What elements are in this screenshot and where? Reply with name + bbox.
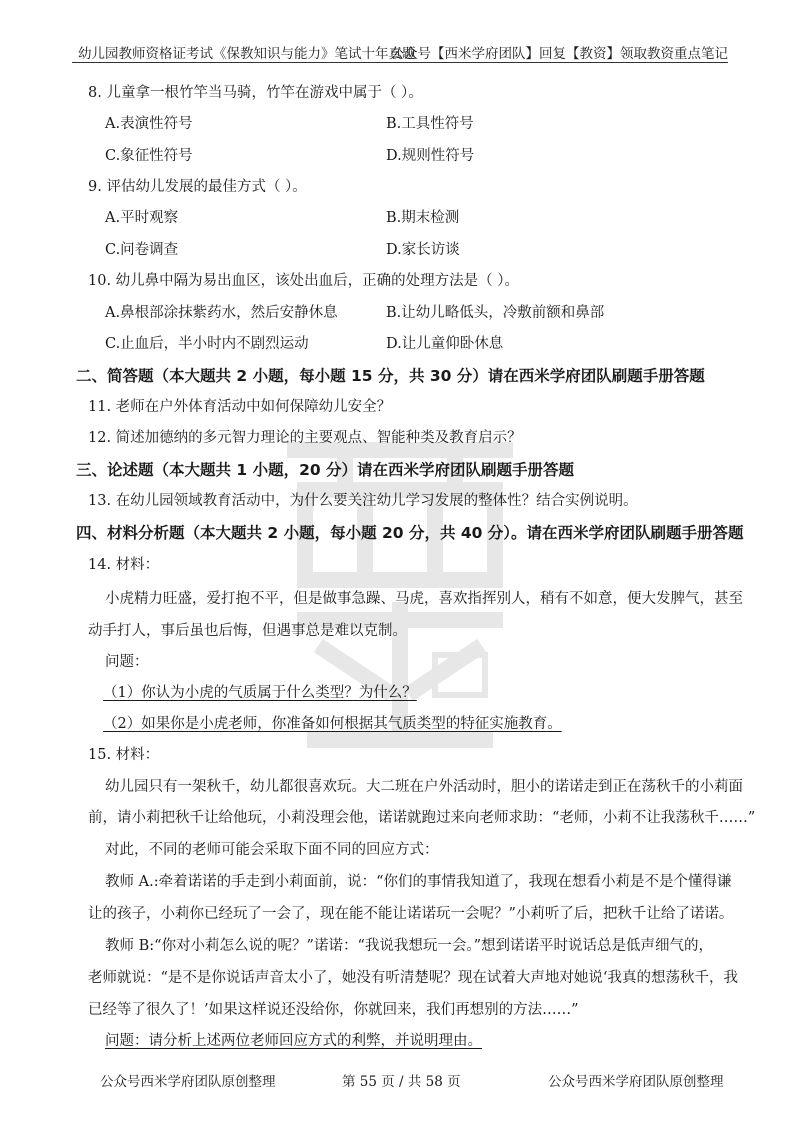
q14-subquestion-1: （1）你认为小虎的气质属于什么类型？为什么？ bbox=[103, 685, 417, 701]
q15-material-line-2: 前，请小莉把秋千让给他玩，小莉没理会他，诺诺就跑过来向老师求助：“老师，小莉不让我荡秋千……” bbox=[88, 810, 756, 826]
q15-material-line-1: 幼儿园只有一架秋千，幼儿都很喜欢玩。大二班在户外活动时，胆小的诺诺走到正在荡秋千的小莉面 bbox=[105, 779, 743, 795]
question-8-stem: 8. 儿童拿一根竹竿当马骑，竹竿在游戏中属于（ ）。 bbox=[88, 85, 423, 101]
q15-material-line-6: 教师 B:“你对小莉怎么说的呢？”诺诺：“我说我想玩一会。”想到诺诺平时说话总是低声细气的， bbox=[105, 938, 714, 954]
question-12: 12. 简述加德纳的多元智力理论的主要观点、智能种类及教育启示？ bbox=[88, 430, 522, 446]
q8-option-b: B.工具性符号 bbox=[386, 116, 474, 132]
q9-option-c: C.问卷调查 bbox=[105, 242, 179, 258]
question-9-stem: 9. 评估幼儿发展的最佳方式（ ）。 bbox=[88, 179, 307, 195]
q14-question-label: 问题： bbox=[105, 654, 149, 670]
q14-material-line-2: 动手打人，事后虽也后悔，但遇事总是难以克制。 bbox=[88, 623, 407, 639]
q14-subquestion-2: （2）如果你是小虎老师，你准备如何根据其气质类型的特征实施教育。 bbox=[103, 716, 562, 732]
q10-option-c: C.止血后，半小时内不剧烈运动 bbox=[105, 336, 309, 352]
q15-material-line-5: 让的孩子，小莉你已经玩了一会了，现在能不能让诺诺玩一会呢？”小莉听了后，把秋千让给了诺诺。 bbox=[88, 906, 734, 922]
q10-option-a: A.鼻根部涂抹紫药水，然后安静休息 bbox=[105, 305, 338, 321]
q8-option-c: C.象征性符号 bbox=[105, 148, 193, 164]
q15-material-line-7: 老师就说：“是不是你说话声音太小了，她没有听清楚呢？现在试着大声地对她说‘我真的想荡秋千，我 bbox=[88, 970, 739, 986]
q8-option-d: D.规则性符号 bbox=[386, 148, 475, 164]
question-14-label: 14. 材料： bbox=[88, 557, 160, 573]
header-promo: 公众号【西米学府团队】回复【教资】领取教资重点笔记 bbox=[390, 46, 728, 62]
q15-material-line-3: 对此，不同的老师可能会采取下面不同的回应方式： bbox=[105, 842, 439, 858]
page-footer bbox=[0, 1070, 800, 1092]
header-title: 幼儿园教师资格证考试《保教知识与能力》笔试十年真题 bbox=[78, 46, 416, 62]
page-header bbox=[72, 40, 728, 63]
section-2-title: 二、简答题（本大题共 2 小题，每小题 15 分，共 30 分）请在西米学府团队刷题手册答题 bbox=[76, 367, 705, 385]
q9-option-d: D.家长访谈 bbox=[386, 242, 460, 258]
q8-option-a: A.表演性符号 bbox=[105, 116, 193, 132]
footer-left: 公众号西米学府团队原创整理 bbox=[100, 1074, 276, 1090]
question-13: 13. 在幼儿园领域教育活动中，为什么要关注幼儿学习发展的整体性？结合实例说明。 bbox=[88, 493, 638, 509]
q9-option-b: B.期末检测 bbox=[386, 210, 460, 226]
question-10-stem: 10. 幼儿鼻中隔为易出血区，该处出血后，正确的处理方法是（ ）。 bbox=[88, 273, 520, 289]
q15-material-line-8: 已经等了很久了！’如果这样说还没给你，你就回来，我们再想别的方法……” bbox=[88, 1002, 579, 1018]
footer-right: 公众号西米学府团队原创整理 bbox=[548, 1074, 724, 1090]
section-3-title: 三、论述题（本大题共 1 小题，20 分）请在西米学府团队刷题手册答题 bbox=[76, 461, 575, 479]
q10-option-b: B.让幼儿略低头，冷敷前额和鼻部 bbox=[386, 305, 605, 321]
question-15-label: 15. 材料： bbox=[88, 747, 160, 763]
q15-question: 问题：请分析上述两位老师回应方式的利弊，并说明理由。 bbox=[105, 1033, 482, 1049]
page-number: 第 55 页 / 共 58 页 bbox=[342, 1074, 461, 1090]
q14-material-line-1: 小虎精力旺盛，爱打抱不平，但是做事急躁、马虎，喜欢指挥别人，稍有不如意，便大发脾气，甚至 bbox=[105, 591, 743, 607]
q10-option-d: D.让儿童仰卧休息 bbox=[386, 336, 504, 352]
q9-option-a: A.平时观察 bbox=[105, 210, 179, 226]
section-4-title: 四、材料分析题（本大题共 2 小题，每小题 20 分，共 40 分）。请在西米学府团队刷题手册答题 bbox=[76, 524, 744, 542]
question-11: 11. 老师在户外体育活动中如何保障幼儿安全？ bbox=[88, 399, 392, 415]
q15-material-line-4: 教师 A.:牵着诺诺的手走到小莉面前，说：“你们的事情我知道了，我现在想看小莉是不是个懂得谦 bbox=[105, 874, 732, 890]
